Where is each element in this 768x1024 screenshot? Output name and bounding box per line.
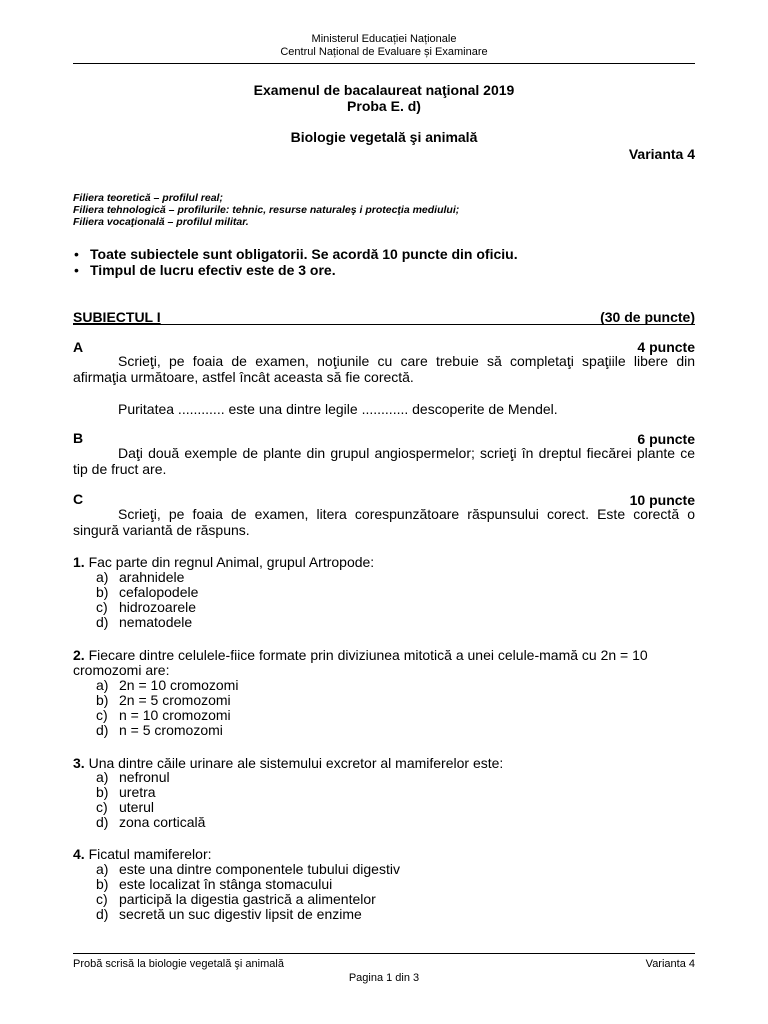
section-c-instruction: Scrieţi, pe foaia de examen, litera corespunzătoare răspunsului corect. Este corectă o singură variantă de răspuns. [73, 506, 695, 538]
profile-line-3: Filiera vocaţională – profilul militar. [73, 216, 249, 228]
exam-variant: Varianta 4 [628, 146, 695, 162]
question-4 [73, 846, 212, 862]
footer-right: Varianta 4 [645, 958, 695, 970]
header-rule [73, 63, 695, 64]
section-c-letter: C [73, 491, 84, 507]
option-text: secretă un suc digestiv lipsit de enzime [119, 906, 362, 922]
section-b-instruction: Daţi două exemple de plante din grupul angiospermelor; scrieţi în dreptul fiecărei plante ce tip de fruct are. [73, 445, 695, 477]
footer-left: Probă scrisă la biologie vegetală şi animală [73, 958, 284, 970]
section-a-points: 4 puncte [637, 339, 695, 355]
option-text: nematodele [119, 614, 193, 630]
question-1 [73, 554, 374, 570]
question-text: Fac parte din regnul Animal, grupul Artropode: [88, 554, 375, 570]
option-letter: a) [96, 769, 109, 785]
option-text: n = 5 cromozomi [119, 722, 223, 738]
option-text: zona corticală [119, 814, 206, 830]
option-letter: c) [96, 599, 108, 615]
section-b-letter: B [73, 430, 84, 446]
option-letter: c) [96, 707, 108, 723]
page-number: Pagina 1 din 3 [348, 972, 420, 984]
question-text-continued: cromozomi are: [73, 662, 170, 678]
option-letter: b) [96, 584, 109, 600]
profile-line-1: Filiera teoretică – profilul real; [73, 192, 223, 204]
option-text: este localizat în stânga stomacului [119, 876, 333, 892]
instruction-item: • Toate subiectele sunt obligatorii. Se acordă 10 puncte din oficiu. [73, 246, 518, 262]
option-text: nefronul [119, 769, 170, 785]
instructions-list [73, 246, 518, 278]
option-letter: b) [96, 784, 109, 800]
option-text: este una dintre componentele tubului digestiv [119, 861, 400, 877]
option-letter: c) [96, 799, 108, 815]
question-2 [73, 647, 648, 663]
option-letter: a) [96, 861, 109, 877]
subiect-underline [73, 324, 695, 325]
option-letter: b) [96, 692, 109, 708]
question-text: Una dintre căile urinare ale sistemului excretor al mamiferelor este: [88, 755, 504, 771]
option-text: n = 10 cromozomi [119, 707, 231, 723]
option-text: 2n = 10 cromozomi [119, 677, 239, 693]
section-a-statement: Puritatea ............ este una dintre legile ............ descoperite de Mendel. [118, 401, 558, 417]
subiect-points: (30 de puncte) [600, 309, 695, 325]
option-text: 2n = 5 cromozomi [119, 692, 231, 708]
option-text: arahnidele [119, 569, 185, 585]
section-a-letter: A [73, 339, 84, 355]
exam-proba: Proba E. d) [347, 98, 421, 114]
option-letter: b) [96, 876, 109, 892]
option-letter: a) [96, 677, 109, 693]
question-number: 4. [73, 846, 85, 862]
section-c-points: 10 puncte [629, 492, 695, 508]
option-letter: a) [96, 569, 109, 585]
option-text: uretra [119, 784, 156, 800]
question-text: Ficatul mamiferelor: [88, 846, 212, 862]
ministry-header: Ministerul Educației Naționale [311, 33, 457, 45]
exam-subject: Biologie vegetală şi animală [290, 129, 478, 145]
section-b-points: 6 puncte [637, 431, 695, 447]
option-text: cefalopodele [119, 584, 199, 600]
option-letter: d) [96, 614, 109, 630]
profile-line-2: Filiera tehnologică – profilurile: tehnic, resurse naturaleş i protecţia mediului; [73, 204, 460, 216]
question-number: 1. [73, 554, 85, 570]
option-text: hidrozoarele [119, 599, 197, 615]
section-a-instruction: Scrieţi, pe foaia de examen, noţiunile cu care trebuie să completaţi spaţiile libere din afirmaţia următoare, astfel încât aceasta să fie corectă. [73, 353, 695, 385]
option-letter: d) [96, 906, 109, 922]
center-header: Centrul Național de Evaluare și Examinare [280, 46, 488, 58]
option-letter: c) [96, 891, 108, 907]
option-text: participă la digestia gastrică a alimentelor [119, 891, 376, 907]
exam-title: Examenul de bacalaureat naţional 2019 [253, 82, 515, 98]
question-text: Fiecare dintre celulele-fiice formate prin diviziunea mitotică a unei celule-mamă cu 2n = 10 [88, 647, 648, 663]
option-letter: d) [96, 722, 109, 738]
footer-rule [73, 953, 695, 954]
question-number: 3. [73, 755, 85, 771]
option-text: uterul [119, 799, 155, 815]
instruction-item: • Timpul de lucru efectiv este de 3 ore. [73, 262, 518, 278]
subiect-title: SUBIECTUL I [73, 309, 161, 325]
option-letter: d) [96, 814, 109, 830]
question-number: 2. [73, 647, 85, 663]
